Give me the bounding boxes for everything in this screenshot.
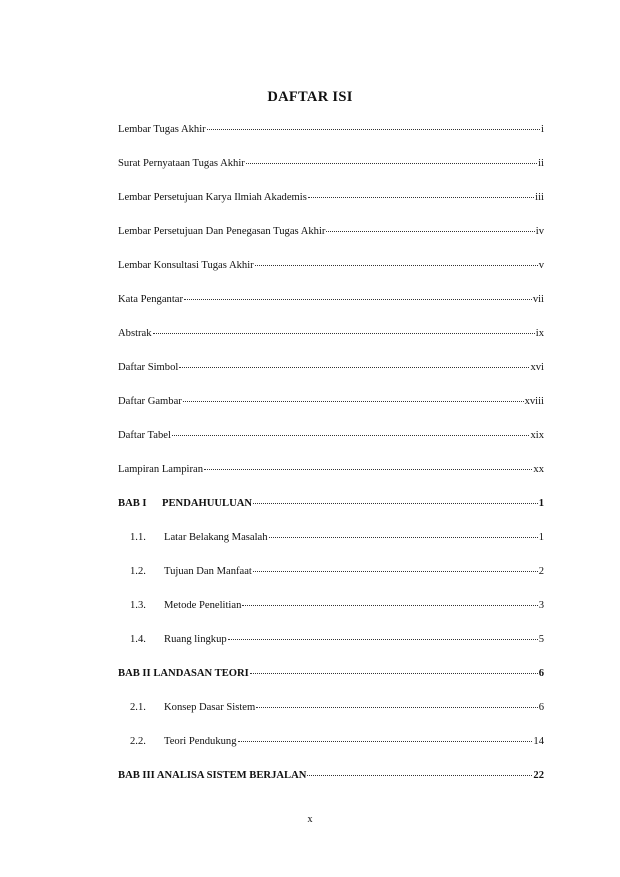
toc-entry [118,696,544,730]
dot-leader [326,218,534,232]
toc-entry-label: Tujuan Dan Manfaat [164,566,252,577]
dot-leader [307,762,532,776]
toc-entry [118,764,544,798]
toc-entry-label: Daftar Simbol [118,362,179,373]
toc-entry-label: Metode Penelitian [164,600,242,611]
dot-leader [308,184,534,198]
table-of-contents [118,118,544,798]
toc-entry-label: Kata Pengantar [118,294,184,305]
toc-entry-label: Lembar Persetujuan Dan Penegasan Tugas Akhir [118,226,326,237]
toc-entry-number: 2.1. [130,702,146,713]
toc-entry-page: 1 [538,498,544,509]
toc-entry [118,186,544,220]
toc-entry [118,526,544,560]
dot-leader [246,150,537,164]
toc-entry-page: xx [533,464,544,475]
dot-leader [256,694,537,708]
toc-entry-label: Abstrak [118,328,152,339]
dot-leader [184,286,532,300]
toc-entry-label: Lembar Tugas Akhir [118,124,206,135]
dot-leader [253,558,538,572]
toc-entry-page: xix [530,430,544,441]
toc-entry [118,118,544,152]
toc-entry [118,730,544,764]
toc-entry-label: Ruang lingkup [164,634,227,645]
toc-entry-page: iii [535,192,544,203]
toc-entry-page: vii [532,294,544,305]
toc-entry [118,152,544,186]
dot-leader [228,626,538,640]
toc-entry-number: BAB I [118,498,147,509]
toc-entry [118,322,544,356]
dot-leader [269,524,538,538]
dot-leader [179,354,529,368]
toc-entry [118,594,544,628]
toc-entry-page: 22 [533,770,544,781]
dot-leader [153,320,535,334]
toc-entry-number: 1.3. [130,600,146,611]
toc-entry-page: 2 [538,566,544,577]
toc-entry-label: Daftar Gambar [118,396,182,407]
toc-entry-label: Daftar Tabel [118,430,171,441]
toc-entry-label: Surat Pernyataan Tugas Akhir [118,158,245,169]
toc-entry-label: Latar Belakang Masalah [164,532,268,543]
toc-entry-label: BAB III ANALISA SISTEM BERJALAN [118,770,307,781]
page-number: x [307,814,313,825]
toc-entry-page: ix [535,328,544,339]
toc-entry [118,254,544,288]
toc-entry-page: 14 [533,736,544,747]
dot-leader [255,252,538,266]
dot-leader [172,422,530,436]
page-title: DAFTAR ISI [267,89,353,105]
toc-entry-page: ii [538,158,544,169]
toc-entry-page: 5 [538,634,544,645]
toc-entry-number: 1.1. [130,532,146,543]
toc-entry [118,424,544,458]
toc-entry [118,662,544,696]
toc-entry [118,560,544,594]
toc-entry [118,458,544,492]
dot-leader [183,388,524,402]
dot-leader [238,728,533,742]
toc-entry-page: xvi [530,362,544,373]
toc-entry-label: Lembar Persetujuan Karya Ilmiah Akademis [118,192,307,203]
toc-entry-label: Teori Pendukung [164,736,237,747]
dot-leader [204,456,532,470]
toc-entry [118,220,544,254]
toc-entry-page: 6 [538,668,544,679]
toc-entry-number: 2.2. [130,736,146,747]
dot-leader [253,490,538,504]
toc-entry-label: Lembar Konsultasi Tugas Akhir [118,260,254,271]
toc-entry-page: i [541,124,544,135]
dot-leader [207,116,540,130]
toc-entry-page: xviii [524,396,544,407]
dot-leader [250,660,538,674]
toc-entry-page: 3 [538,600,544,611]
toc-entry-label: PENDAHUULUAN [162,498,253,509]
toc-entry-page: v [538,260,544,271]
toc-entry-number: 1.4. [130,634,146,645]
toc-entry [118,628,544,662]
toc-entry-label: Lampiran Lampiran [118,464,204,475]
toc-entry-page: 6 [538,702,544,713]
toc-entry [118,356,544,390]
dot-leader [242,592,537,606]
toc-entry [118,288,544,322]
toc-entry [118,492,544,526]
toc-entry [118,390,544,424]
toc-entry-label: Konsep Dasar Sistem [164,702,256,713]
toc-entry-page: 1 [538,532,544,543]
toc-entry-number: 1.2. [130,566,146,577]
toc-entry-page: iv [535,226,544,237]
toc-entry-label: BAB II LANDASAN TEORI [118,668,249,679]
